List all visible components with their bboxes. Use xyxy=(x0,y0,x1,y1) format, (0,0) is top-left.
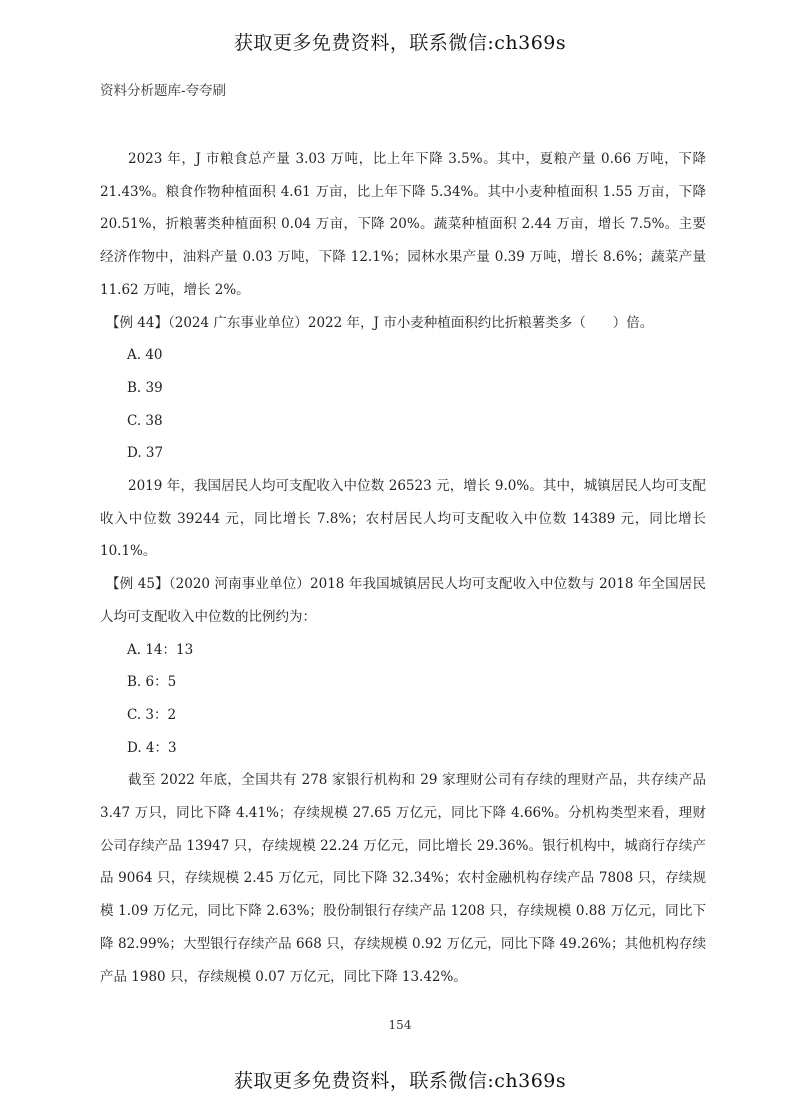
question-45-option-d: D. 4：3 xyxy=(127,739,177,756)
passage-income: 2019 年，我国居民人均可支配收入中位数 26523 元，增长 9.0%。其中，城镇居民人均可支配收入中位数 39244 元，同比增长 7.8%；农村居民人均可支配收入中位数 14389 元，同比增长 10.1%。 xyxy=(100,478,706,560)
question-45-text: （2020 河南事业单位）2018 年我国城镇居民人均可支配收入中位数与 2018 年全国居民人均可支配收入中位数的比例约为： xyxy=(100,576,706,625)
question-45-option-c: C. 3：2 xyxy=(127,706,177,723)
question-44-option-b: B. 39 xyxy=(127,379,163,396)
header-label: 资料分析题库-夸夸刷 xyxy=(100,83,227,99)
passage-grain: 2023 年，J 市粮食总产量 3.03 万吨，比上年下降 3.5%。其中，夏粮产量 0.66 万吨，下降 21.43%。粮食作物种植面积 4.61 万亩，比上年下降 5.34%。其中小麦种植面积 1.55 万亩，下降 20.51%，折粮薯类种植面积 0.04 万亩，下降 20%。蔬菜种植面积 2.44 万亩，增长 7.5%。主要经济作物中，油料产量 0.03 万吨，下降 12.1%；园林水果产量 0.39 万吨，增长 8.6%；蔬菜产量 11.62 万吨，增长 2%。 xyxy=(100,151,706,298)
page-content xyxy=(100,143,706,993)
question-44 xyxy=(100,307,706,340)
question-44-option-a: A. 40 xyxy=(127,347,163,364)
question-45-number: 【例 45】 xyxy=(106,576,169,593)
top-banner: 获取更多免费资料，联系微信:ch369s xyxy=(233,32,567,54)
question-45-option-b: B. 6：5 xyxy=(127,674,177,691)
question-44-option-d: D. 37 xyxy=(127,445,164,462)
question-44-number: 【例 44】 xyxy=(106,314,168,331)
bottom-banner: 获取更多免费资料，联系微信:ch369s xyxy=(233,1070,567,1092)
question-44-option-c: C. 38 xyxy=(127,412,163,429)
question-45-option-a: A. 14：13 xyxy=(127,641,194,658)
passage-wealth-products: 截至 2022 年底，全国共有 278 家银行机构和 29 家理财公司有存续的理财产品，共存续产品 3.47 万只，同比下降 4.41%；存续规模 27.65 万亿元，同比下降 4.66%。分机构类型来看，理财公司存续产品 13947 只，存续规模 22.24 万亿元，同比增长 29.36%。银行机构中，城商行存续产品 9064 只，存续规模 2.45 万亿元，同比下降 32.34%；农村金融机构存续产品 7808 只，存续规模 1.09 万亿元，同比下降 2.63%；股份制银行存续产品 1208 只，存续规模 0.88 万亿元，同比下降 82.99%；大型银行存续产品 668 只，存续规模 0.92 万亿元，同比下降 49.26%；其他机构存续产品 1980 只，存续规模 0.07 万亿元，同比下降 13.42%。 xyxy=(100,772,706,985)
question-45 xyxy=(100,568,706,633)
question-44-text: （2024 广东事业单位）2022 年，J 市小麦种植面积约比折粮薯类多（ ）倍。 xyxy=(167,314,654,331)
page-number: 154 xyxy=(388,1018,412,1032)
